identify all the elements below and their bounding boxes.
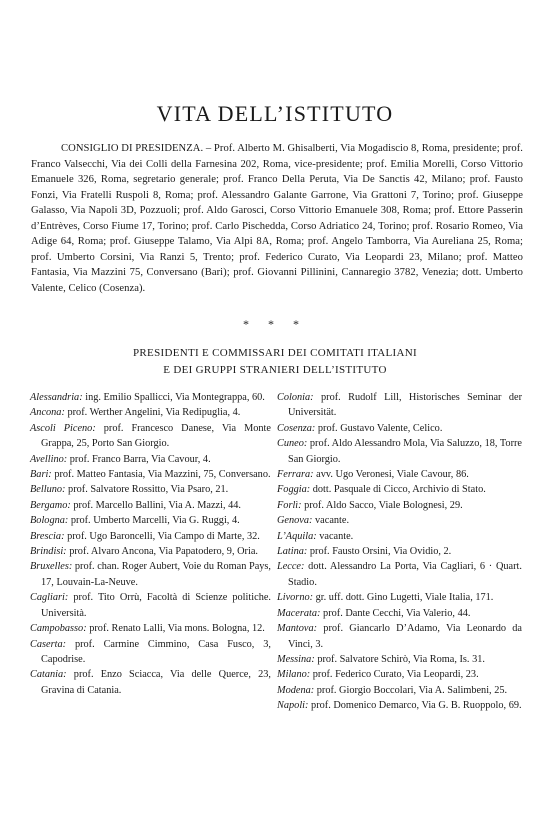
list-item [30, 513, 271, 528]
entry-place: Brescia: [30, 530, 65, 542]
list-item [277, 529, 522, 544]
entry-place: Ascoli Piceno: [30, 422, 96, 434]
entry-text: avv. Ugo Veronesi, Viale Cavour, 86. [313, 469, 469, 481]
entry-text: prof. Matteo Fantasia, Via Mazzini, 75, Conversano. [51, 469, 271, 481]
entry-place: Ancona: [30, 407, 65, 419]
entry-place: Latina: [277, 546, 308, 558]
entry-place: Bergamo: [30, 499, 71, 511]
entry-place: Forlì: [277, 499, 302, 511]
entry-text: prof. Ugo Baroncelli, Via Campo di Marte, 32. [64, 530, 260, 542]
left-column [30, 390, 271, 698]
list-item [277, 667, 522, 682]
list-item [277, 683, 522, 698]
entry-text: prof. Enzo Sciacca, Via delle Querce, 23, Gravina di Catania. [41, 669, 271, 696]
entry-text: prof. Aldo Alessandro Mola, Via Saluzzo, 18, Torre San Giorgio. [288, 438, 522, 465]
entry-text: prof. Fausto Orsini, Via Ovidio, 2. [307, 546, 452, 558]
entry-place: Caserta: [30, 638, 67, 650]
list-item [30, 621, 271, 636]
entry-text: prof. Tito Orrù, Facoltà di Scienze politiche. Università. [41, 592, 271, 619]
entry-place: Genova: [277, 515, 313, 527]
list-item [277, 498, 522, 513]
section-heading-line2: E DEI GRUPPI STRANIERI DELL’ISTITUTO [163, 364, 387, 376]
list-item [277, 390, 522, 421]
entry-place: Mantova: [277, 623, 318, 635]
entry-text: prof. Rudolf Lill, Historisches Seminar der Universität. [288, 392, 522, 419]
entry-text: dott. Pasquale di Cicco, Archivio di Stato. [310, 484, 486, 496]
list-item [30, 667, 271, 698]
entry-text: prof. Salvatore Rossitto, Via Psaro, 21. [65, 484, 229, 496]
list-item [30, 590, 271, 621]
consiglio-heading: CONSIGLIO DI PRESIDENZA. – [61, 143, 212, 154]
list-item [30, 452, 271, 467]
section-heading-line1: PRESIDENTI E COMMISSARI DEI COMITATI ITALIANI [133, 347, 417, 359]
list-item [30, 498, 271, 513]
entry-place: Bari: [30, 469, 52, 481]
list-item [277, 482, 522, 497]
consiglio-body: Prof. Alberto M. Ghisalberti, Via Mogadiscio 8, Roma, presidente; prof. Franco Valsecchi, Via dei Colli della Farnesina 202, Roma, vice-presidente; prof. Emilia Morelli, Corso Vittorio Emanuele 326, Roma, segretario generale; prof. Franco Della Peruta, Via De Sanctis 42, Milano; prof. Fausto Fonzi, Via Fratelli Ruspoli 8, Roma; prof. Alessandro Galante Garrone, Via Grattoni 7, Torino; prof. Giuseppe Galasso, Via Napoli 3D, Pozzuoli; prof. Aldo Garosci, Corso Vittorio Emanuele 308, Roma; prof. Ettore Passerin d’Entrèves, Corso Fiume 17, Torino; prof. Carlo Pischedda, Corso Adriatico 24, Torino; prof. Rosario Romeo, Via Adige 64, Roma; prof. Giuseppe Talamo, Via Alpi 8A, Roma; prof. Angelo Tamborra, Via Aureliana 25, Roma; prof. Umberto Corsini, Via Ranzi 5, Trento; prof. Federico Curato, Via Leopardi 23, Milano; prof. Matteo Fantasia, Via Mazzini 75, Conversano (Bari); prof. Giovanni Pillinini, Cannaregio 3782, Venezia; dott. Umberto Valente, Celico (Cosenza). [31, 143, 523, 294]
list-item [30, 390, 271, 405]
entry-text: prof. Franco Barra, Via Cavour, 4. [67, 453, 211, 465]
entry-place: Lecce: [277, 561, 305, 573]
entry-place: Belluno: [30, 484, 66, 496]
entry-text: vacante. [316, 530, 354, 542]
entry-place: Milano: [277, 669, 311, 681]
entry-text: dott. Alessandro La Porta, Via Cagliari, 6 · Quart. Stadio. [288, 561, 522, 588]
list-item [277, 513, 522, 528]
list-item [277, 436, 522, 467]
list-item [277, 544, 522, 559]
entry-place: Cosenza: [277, 422, 316, 434]
list-item [30, 529, 271, 544]
entry-text: prof. Umberto Marcelli, Via G. Ruggi, 4. [68, 515, 240, 527]
entry-text: prof. Aldo Sacco, Viale Bolognesi, 29. [301, 499, 463, 511]
entry-text: prof. Werther Angelini, Via Redipuglia, 4. [64, 407, 241, 419]
list-item [277, 467, 522, 482]
list-item [277, 606, 522, 621]
entry-text: prof. Dante Cecchi, Via Valerio, 44. [320, 607, 471, 619]
entry-place: Bologna: [30, 515, 69, 527]
list-item [30, 544, 271, 559]
entry-place: Colonia: [277, 392, 314, 403]
entry-text: vacante. [312, 515, 350, 527]
entry-text: prof. Giorgio Boccolari, Via A. Salimbeni, 25. [314, 684, 508, 696]
list-item [277, 698, 522, 713]
entry-place: Napoli: [277, 700, 309, 712]
entry-text: prof. Salvatore Schirò, Via Roma, Is. 31. [314, 653, 485, 665]
entry-place: Foggia: [277, 484, 311, 496]
entry-text: ing. Emilio Spallicci, Via Montegrappa, 60. [82, 392, 265, 403]
entry-text: prof. Federico Curato, Via Leopardi, 23. [310, 669, 479, 681]
list-item [30, 405, 271, 420]
entry-place: Modena: [277, 684, 315, 696]
entry-place: Bruxelles: [30, 561, 73, 573]
list-item [30, 467, 271, 482]
entry-place: Avellino: [30, 453, 68, 465]
entry-place: Alessandria: [30, 392, 83, 403]
entry-place: Campobasso: [30, 623, 87, 635]
entry-text: prof. Domenico Demarco, Via G. B. Ruoppolo, 69. [308, 700, 522, 712]
right-column [277, 390, 522, 714]
entry-text: prof. Giancarlo D’Adamo, Via Leonardo da Vinci, 3. [288, 623, 522, 650]
entry-place: L’Aquila: [277, 530, 317, 542]
entry-place: Livorno: [277, 592, 314, 604]
separator-stars: * * * [243, 317, 307, 331]
entry-place: Catania: [30, 669, 67, 681]
list-item [277, 421, 522, 436]
entry-place: Ferrara: [277, 469, 314, 481]
entry-place: Cagliari: [30, 592, 69, 604]
entry-place: Macerata: [277, 607, 321, 619]
entry-text: prof. Francesco Danese, Via Monte Grappa, 25, Porto San Giorgio. [41, 422, 271, 450]
entry-text: prof. Alvaro Ancona, Via Papatodero, 9, Oria. [66, 546, 258, 558]
list-item [277, 559, 522, 590]
entry-place: Brindisi: [30, 546, 67, 558]
list-item [277, 652, 522, 667]
entry-text: prof. chan. Roger Aubert, Voie du Roman Pays, 17, Louvain-La-Neuve. [41, 561, 271, 588]
entry-text: prof. Gustavo Valente, Celico. [315, 422, 443, 434]
list-item [277, 590, 522, 605]
entry-text: prof. Renato Lalli, Via mons. Bologna, 12. [86, 623, 265, 635]
entry-place: Messina: [277, 653, 315, 665]
entry-place: Cuneo: [277, 438, 308, 450]
page-title: VITA DELL’ISTITUTO [156, 100, 394, 126]
list-item [30, 637, 271, 668]
entry-text: prof. Carmine Cimmino, Casa Fusco, 3, Capodrise. [41, 638, 271, 665]
list-item [30, 421, 271, 452]
section-heading [0, 345, 550, 379]
list-item [277, 621, 522, 652]
entry-text: prof. Marcello Ballini, Via A. Mazzi, 44. [70, 499, 241, 511]
list-item [30, 559, 271, 590]
list-item [30, 482, 271, 497]
consiglio-paragraph [31, 141, 523, 296]
entry-text: gr. uff. dott. Gino Lugetti, Viale Italia, 171. [313, 592, 494, 604]
